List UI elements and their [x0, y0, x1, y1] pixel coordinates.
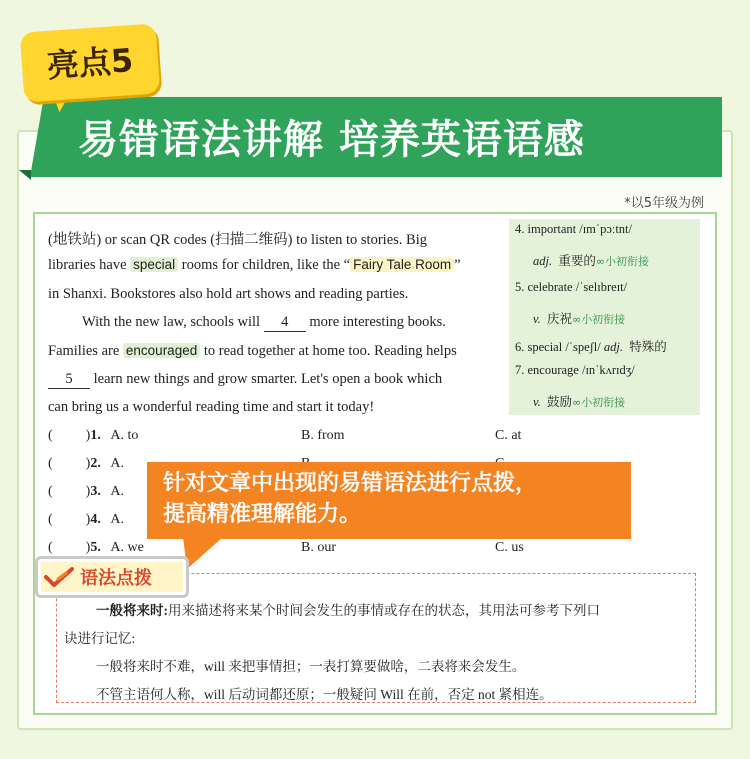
vocab-num: 6.: [515, 340, 525, 354]
vocab-link: 小初衔接: [605, 255, 650, 268]
vocab-ipa: /ˈselɪbreɪt/: [575, 280, 628, 294]
passage-line-1: (地铁站) or scan QR codes (扫描二维码) to listen to stories. Big: [48, 232, 427, 248]
vocab-meaning: 庆祝: [547, 312, 573, 326]
answer-paren-close: ): [85, 428, 91, 443]
grammar-term: 一般将来时:: [96, 603, 168, 618]
question-number: 2.: [90, 456, 101, 471]
option-a: A. to: [110, 428, 139, 443]
vocab-pos: v.: [533, 395, 541, 409]
passage-line-3: in Shanxi. Bookstores also hold art shows and reading parties.: [48, 286, 409, 302]
callout-line-2: 提高精准理解能力。: [163, 502, 362, 527]
answer-paren-close: ): [85, 540, 91, 555]
link-icon: ∞: [595, 255, 606, 268]
question-2: [48, 456, 124, 472]
passage-line-7: can bring us a wonderful reading time and start it today!: [48, 399, 375, 415]
vocab-word: special: [527, 340, 563, 354]
option-b: B. our: [301, 540, 336, 555]
question-number: 4.: [90, 512, 101, 527]
swoosh-icon: [44, 567, 76, 587]
passage-text: ”: [454, 257, 461, 273]
vocab-ipa: /ˈspeʃl/: [565, 340, 601, 354]
question-3: [48, 484, 124, 500]
vocab-item-6: [515, 337, 667, 355]
option-a: A. we: [110, 540, 144, 555]
grade-note: *以5年级为例: [624, 196, 704, 211]
grammar-text: 用来描述将来某个时间会发生的事情或存在的状态，其用法可参考下列口: [168, 603, 600, 618]
vocab-num: 7.: [515, 363, 525, 377]
answer-paren-open: (: [48, 428, 53, 443]
vocab-meaning: 特殊的: [629, 340, 667, 354]
blank-4: 4: [264, 314, 306, 332]
answer-paren-open: (: [48, 540, 53, 555]
vocab-num: 5.: [515, 280, 525, 294]
banner-title: 易错语法讲解 培养英语语感: [78, 117, 585, 163]
answer-paren-close: ): [85, 456, 91, 471]
passage-line-5: [48, 343, 457, 360]
passage-text: to read together at home too. Reading helps: [203, 343, 457, 359]
vocab-word: encourage: [527, 363, 579, 377]
callout-box: [147, 462, 631, 539]
callout-line-1: 针对文章中出现的易错语法进行点拨，: [163, 471, 538, 496]
vocab-item-5-def: [533, 309, 625, 327]
question-5: [48, 540, 144, 556]
vocab-item-5: [515, 280, 627, 295]
vocab-item-7: [515, 363, 635, 378]
passage-line-6: [48, 371, 442, 389]
passage-text: Families are: [48, 343, 120, 359]
answer-paren-open: (: [48, 512, 53, 527]
question-4: [48, 512, 124, 528]
vocab-ipa: /ɪnˈkʌrɪdʒ/: [581, 363, 635, 377]
option-c: C. us: [495, 540, 524, 555]
grammar-rhyme-1: 一般将来时不难，will 来把事情担；一表打算要做啥，二表将来会发生。: [96, 659, 526, 674]
grammar-tag-label: 语法点拨: [80, 568, 152, 589]
vocab-item-4: [515, 222, 632, 237]
passage-text: With the new law, schools will: [82, 314, 261, 330]
vocab-num: 4.: [515, 222, 525, 236]
blank-5: 5: [48, 371, 90, 389]
vocab-meaning: 鼓励: [547, 395, 573, 409]
vocab-ipa: /ɪmˈpɔːtnt/: [579, 222, 633, 236]
passage-text: libraries have: [48, 257, 127, 273]
highlight-word: encouraged: [123, 343, 200, 358]
vocab-meaning: 重要的: [558, 254, 596, 268]
link-icon: ∞: [572, 396, 582, 409]
passage-line-2: [48, 257, 461, 274]
grammar-line-2: 诀进行记忆:: [64, 631, 136, 646]
passage-text: more interesting books.: [309, 314, 446, 330]
option-a: A.: [110, 512, 124, 527]
question-number: 5.: [90, 540, 101, 555]
vocab-link: 小初衔接: [581, 313, 626, 326]
passage-line-4: [82, 314, 446, 332]
passage-text: learn new things and grow smarter. Let's open a book which: [93, 371, 443, 387]
vocab-item-4-def: [533, 251, 649, 269]
option-c: C. at: [495, 428, 522, 443]
answer-paren-open: (: [48, 484, 53, 499]
question-number: 3.: [90, 484, 101, 499]
highlight-word: special: [130, 257, 178, 272]
question-1: [48, 428, 138, 444]
vocab-word: important: [527, 222, 577, 236]
answer-paren-open: (: [48, 456, 53, 471]
option-a: A.: [110, 484, 124, 499]
question-number: 1.: [90, 428, 101, 443]
answer-paren-close: ): [85, 512, 91, 527]
vocab-link: 小初衔接: [581, 396, 626, 409]
highlight-phrase: Fairy Tale Room: [350, 257, 454, 272]
option-b: B. from: [301, 428, 345, 443]
vocab-word: celebrate: [527, 280, 573, 294]
link-icon: ∞: [572, 313, 582, 326]
option-a: A.: [110, 456, 124, 471]
vocab-pos: adj.: [533, 254, 553, 268]
vocab-pos: v.: [533, 312, 541, 326]
passage-text: rooms for children, like the “: [181, 257, 351, 273]
grammar-rhyme-2: 不管主语何人称，will 后动词都还原；一般疑问 Will 在前，否定 not 紧相连。: [96, 687, 553, 702]
vocab-pos: adj.: [603, 340, 623, 354]
vocab-item-7-def: [533, 392, 625, 410]
answer-paren-close: ): [85, 484, 91, 499]
badge-label: 亮点5: [45, 41, 135, 85]
grammar-line-1: [96, 599, 600, 619]
